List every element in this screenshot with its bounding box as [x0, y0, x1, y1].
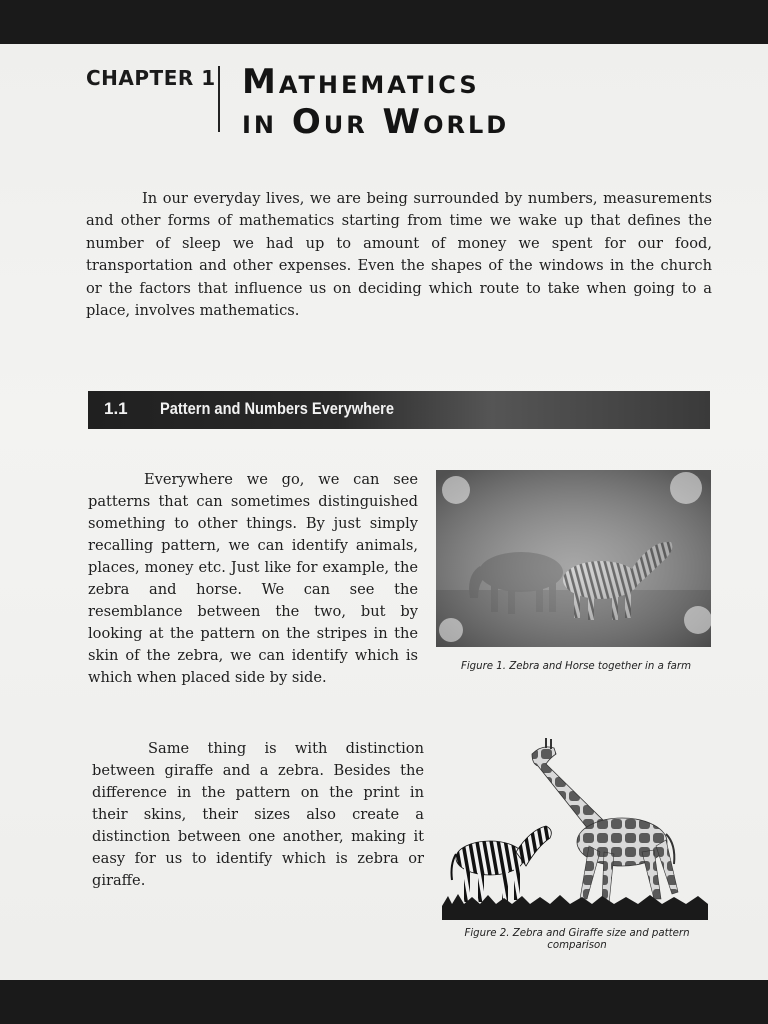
chapter-title [242, 62, 509, 142]
figure-zebra-horse-photo [436, 470, 711, 647]
intro-paragraph: In our everyday lives, we are being surrounded by numbers, measurements and other forms of mathematics starting from time we wake up that defines the number of sleep we had up to amount of money we spent for our food, transportation and other expenses. Even the shapes of the windows in the church or the factors that influence us on deciding which route to take when going to a place, involves mathematics. [86, 190, 712, 320]
zebra-figure [452, 826, 552, 902]
chapter-label: CHAPTER 1 [86, 66, 216, 90]
chapter-title-line2: in Our World [242, 102, 510, 142]
chapter-title-line1: Mathematics [242, 62, 480, 102]
giraffe-figure [532, 738, 678, 904]
figure1-caption: Figure 1. Zebra and Horse together in a farm [460, 661, 691, 672]
figure2-caption: Figure 2. Zebra and Giraffe size and pattern comparison [464, 928, 690, 951]
body-paragraph-giraffe-zebra: Same thing is with distinction between giraffe and a zebra. Besides the difference in the pattern on the print in their skins, their sizes also create a distinction between one another, making it easy for us to identify which is zebra or giraffe. [92, 740, 424, 889]
section-title: Pattern and Numbers Everywhere [160, 399, 395, 418]
title-divider [218, 66, 220, 132]
figure-zebra-giraffe-illustration [442, 734, 708, 920]
body-paragraph-zebra-horse: Everywhere we go, we can see patterns that can sometimes distinguished something to other things. By just simply recalling pattern, we can identify animals, places, money etc. Just like for example, the zebra and horse. We can see the resemblance between the two, but by looking at the pattern on the stripes in the skin of the zebra, we can identify which is which when placed side by side. [88, 471, 418, 686]
section-heading [88, 391, 710, 429]
document-page [0, 44, 768, 980]
section-number: 1.1 [104, 399, 128, 418]
